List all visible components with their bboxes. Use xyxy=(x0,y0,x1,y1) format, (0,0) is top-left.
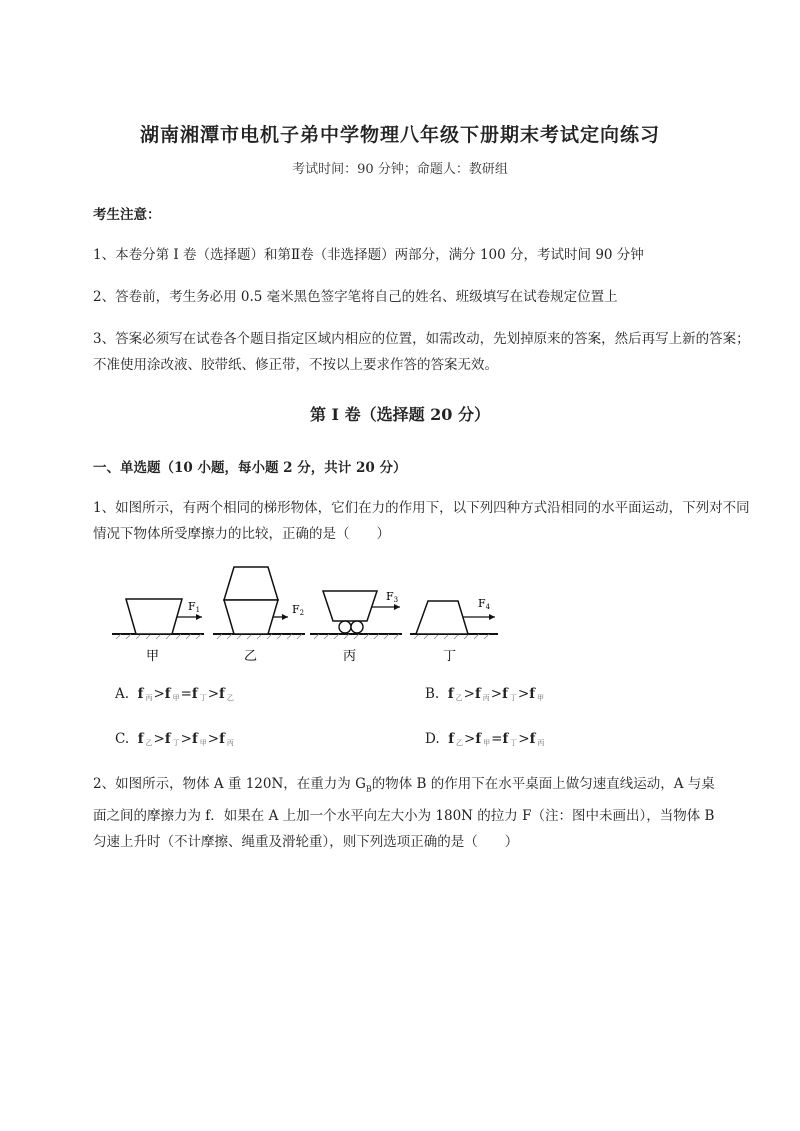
option-a-op3: > xyxy=(207,686,220,702)
force-label-4 xyxy=(478,597,491,611)
option-c-f4: f xyxy=(219,731,225,747)
force-label-2 xyxy=(292,603,304,617)
option-b-sub3: 丁 xyxy=(509,694,517,702)
option-c-sub2: 丁 xyxy=(172,739,180,747)
notice-item-3: 3、答案必须写在试卷各个题目指定区域内相应的位置，如需改动，先划掉原来的答案，然后再写上新的答案；不准使用涂改液、胶带纸、修正带，不按以上要求作答的答案无效。 xyxy=(93,331,750,373)
option-b-letter: B. xyxy=(425,686,440,702)
exam-info: 考试时间：90 分钟；命题人：教研组 xyxy=(292,162,508,177)
option-b-f2: f xyxy=(474,686,481,702)
question-2-line-3: 匀速上升时（不计摩擦、绳重及滑轮重），则下列选项正确的是（ ） xyxy=(93,833,519,850)
option-d-f2: f xyxy=(475,731,482,747)
page-title: 湖南湘潭市电机子弟中学物理八年级下册期末考试定向练习 xyxy=(139,124,660,146)
option-c-letter: C. xyxy=(115,731,130,747)
force-label-1-sub: 1 xyxy=(195,606,201,614)
figure-jia xyxy=(112,599,204,664)
option-c-op1: > xyxy=(153,731,165,747)
option-c-f3: f xyxy=(191,731,198,747)
option-d-f4: f xyxy=(529,731,536,747)
option-a-op2: = xyxy=(180,686,192,702)
option-b-op2: > xyxy=(490,686,503,702)
question-2-line-1b: 的物体 B 的作用下在水平桌面上做匀速直线运动，A 与桌 xyxy=(371,776,715,792)
option-d-sub1: 乙 xyxy=(456,739,464,747)
notice-heading: 考生注意： xyxy=(93,207,161,223)
option-c-f2: f xyxy=(164,731,171,747)
part-heading: 一、单选题（10 小题，每小题 2 分，共计 20 分） xyxy=(93,460,407,476)
option-d-f1: f xyxy=(448,731,455,747)
option-d-sub4: 丙 xyxy=(537,739,545,747)
figure-yi xyxy=(213,567,305,664)
option-c-f1: f xyxy=(137,731,144,747)
option-d-sub2: 甲 xyxy=(483,739,491,747)
option-b-sub4: 甲 xyxy=(537,694,544,702)
option-a[interactable] xyxy=(115,686,235,703)
notice-item-1: 1、本卷分第 I 卷（选择题）和第Ⅱ卷（非选择题）两部分，满分 100 分，考试时间 90 分钟 xyxy=(93,247,644,263)
option-d-letter: D. xyxy=(425,731,440,747)
option-a-op1: > xyxy=(153,686,165,702)
label-yi: 乙 xyxy=(244,649,258,664)
question-2-line-2: 面之间的摩擦力为 f．如果在 A 上加一个水平向左大小为 180N 的拉力 F（注：图中未画出），当物体 B xyxy=(93,807,715,824)
option-b[interactable] xyxy=(425,686,545,703)
option-b-op1: > xyxy=(463,686,475,702)
option-b-sub1: 乙 xyxy=(455,694,463,702)
force-label-3 xyxy=(386,590,398,604)
option-d-f3: f xyxy=(502,731,509,747)
notice-item-2: 2、答卷前，考生务必用 0.5 毫米黑色签字笔将自己的姓名、班级填写在试卷规定位置上 xyxy=(93,289,618,305)
option-a-f4: f xyxy=(219,686,225,702)
label-ding: 丁 xyxy=(443,649,457,664)
option-a-f2: f xyxy=(164,686,171,702)
option-a-sub3: 丁 xyxy=(199,694,207,702)
option-a-f1: f xyxy=(137,686,144,702)
option-b-sub2: 丙 xyxy=(482,694,490,702)
option-a-letter: A. xyxy=(115,686,130,702)
option-b-op3: > xyxy=(517,686,530,702)
force-label-1-main: F xyxy=(188,600,196,613)
option-c-op3: > xyxy=(207,731,220,747)
option-c[interactable] xyxy=(115,731,235,748)
option-b-f4: f xyxy=(529,686,535,702)
force-label-3-main: F xyxy=(386,590,394,603)
question-2-line-1a: 2、如图所示，物体 A 重 120N，在重力为 G xyxy=(93,776,366,792)
option-c-sub4: 丙 xyxy=(226,739,234,747)
option-d-op2: = xyxy=(491,731,503,747)
label-jia: 甲 xyxy=(146,649,160,664)
option-c-sub1: 乙 xyxy=(145,739,153,747)
label-bing: 丙 xyxy=(343,649,357,664)
force-label-2-main: F xyxy=(292,603,300,616)
question-1-stem: 1、如图所示，有两个相同的梯形物体，它们在力的作用下，以下列四种方式沿相同的水平面运动，下列对不同情况下物体所受摩擦力的比较，正确的是（ ） xyxy=(93,500,750,542)
option-c-sub3: 甲 xyxy=(199,739,207,747)
force-label-4-sub: 4 xyxy=(485,603,491,611)
option-a-sub1: 丙 xyxy=(145,694,153,702)
option-b-f1: f xyxy=(447,686,454,702)
force-label-2-sub: 2 xyxy=(299,609,305,617)
question-2-line-1 xyxy=(93,771,753,803)
section-title: 第 I 卷（选择题 20 分） xyxy=(309,405,491,424)
option-d[interactable] xyxy=(425,731,545,748)
question-2-stem xyxy=(93,771,753,855)
option-d-op3: > xyxy=(518,731,530,747)
option-c-op2: > xyxy=(180,731,192,747)
force-label-3-sub: 3 xyxy=(393,596,399,604)
force-label-4-main: F xyxy=(478,597,486,610)
figure-ding xyxy=(410,597,498,664)
question-1-figure xyxy=(110,560,500,665)
option-a-sub4: 乙 xyxy=(226,694,234,702)
question-2-sub-b: B xyxy=(365,784,372,794)
option-a-sub2: 甲 xyxy=(172,694,180,702)
force-label-1 xyxy=(188,600,200,614)
option-d-sub3: 丁 xyxy=(510,739,518,747)
option-b-f3: f xyxy=(502,686,508,702)
option-d-op1: > xyxy=(464,731,476,747)
figure-bing xyxy=(310,590,402,664)
option-a-f3: f xyxy=(191,686,198,702)
